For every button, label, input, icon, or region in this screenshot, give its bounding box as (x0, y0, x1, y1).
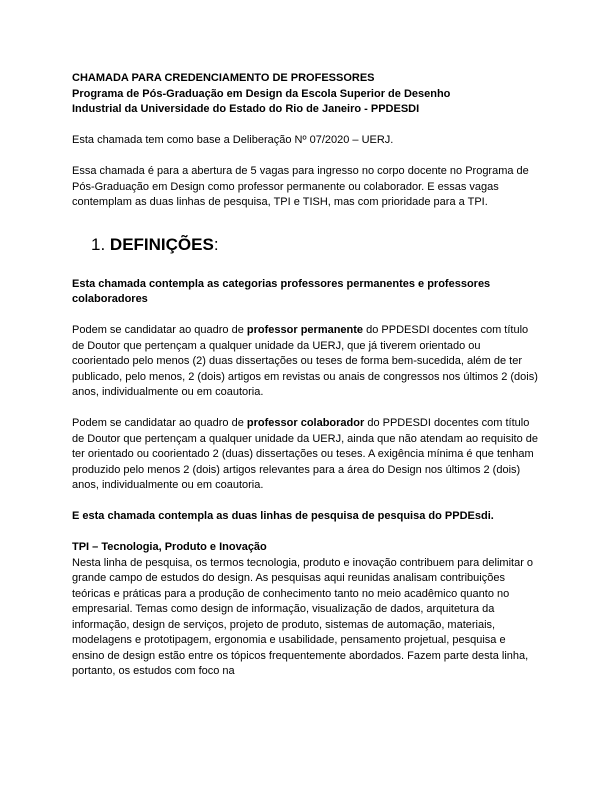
intro-purpose: Essa chamada é para a abertura de 5 vagas para ingresso no corpo docente no Programa de Pós-Graduação em Design como professor permanente ou colaborador. E essas vagas contemplam as duas linhas de pesquisa, TPI e TISH, mas com prioridade para a TPI. (72, 165, 529, 208)
collaborator-text-post: do PPDESDI docentes com título de Doutor que pertençam a qualquer unidade da UERJ, ainda que não atendam ao requisito de ter orientado ou coorientado 2 (duas) dissertações ou teses. A exigência mínima é que tenham produzido pelo menos 2 (dois) artigos relevantes para a área do Design nos últimos 2 (dois) anos, individualmente ou em coautoria. (72, 417, 538, 491)
tpi-title: TPI – Tecnologia, Produto e Inovação (72, 541, 267, 553)
header-line-1: CHAMADA PARA CREDENCIAMENTO DE PROFESSORES (72, 72, 375, 84)
permanent-text-pre: Podem se candidatar ao quadro de (72, 324, 247, 336)
document-header (72, 71, 540, 118)
intro-basis: Esta chamada tem como base a Deliberação Nº 07/2020 – UERJ. (72, 134, 394, 146)
collaborator-term: professor colaborador (246, 417, 365, 429)
header-line-3: Industrial da Universidade do Estado do Rio de Janeiro - PPDESDI (72, 103, 420, 115)
categories-heading: Esta chamada contempla as categorias professores permanentes e professores colaboradores (72, 277, 491, 305)
collaborator-text-pre: Podem se candidatar ao quadro de (72, 417, 247, 429)
section-title-colon: : (213, 234, 219, 254)
section-heading-definicoes (72, 235, 540, 255)
section-title: DEFINIÇÕES (109, 234, 214, 254)
tpi-body: Nesta linha de pesquisa, os termos tecnologia, produto e inovação contribuem para delimitar o grande campo de estudos do design. As pesquisas aqui reunidas analisam contribuições teóricas e práticas para a produção de conhecimento tanto no meio acadêmico quanto no empresarial. Temas como design de informação, visualização de dados, arquitetura da informação, design de serviços, projeto de produto, sistemas de automação, materiais, modelagens e prototipagem, ergonomia e usabilidade, pensamento projetual, pesquisa e ensino de design estão entre os tópicos frequentemente abordados. Fazem parte desta linha, portanto, os estudos com foco na (72, 556, 534, 677)
permanent-paragraph (72, 323, 540, 401)
permanent-text-post: do PPDESDI docentes com título de Doutor que pertençam a qualquer unidade da UERJ, que já tiverem orientado ou coorientado pelo menos (2) duas dissertações ou teses de forma bem-sucedida, além de ter publicado, pelo menos, 2 (dois) artigos em revistas ou anais de congressos nos últimos 2 (dois) anos, individualmente ou em coautoria. (72, 324, 538, 398)
research-lines-heading: E esta chamada contempla as duas linhas de pesquisa de pesquisa do PPDEsdi. (72, 510, 494, 522)
permanent-term: professor permanente (246, 324, 364, 336)
section-number: 1. (91, 234, 106, 254)
document-body (72, 71, 540, 680)
header-line-2: Programa de Pós-Graduação em Design da Escola Superior de Desenho (72, 87, 451, 100)
collaborator-paragraph (72, 416, 540, 494)
